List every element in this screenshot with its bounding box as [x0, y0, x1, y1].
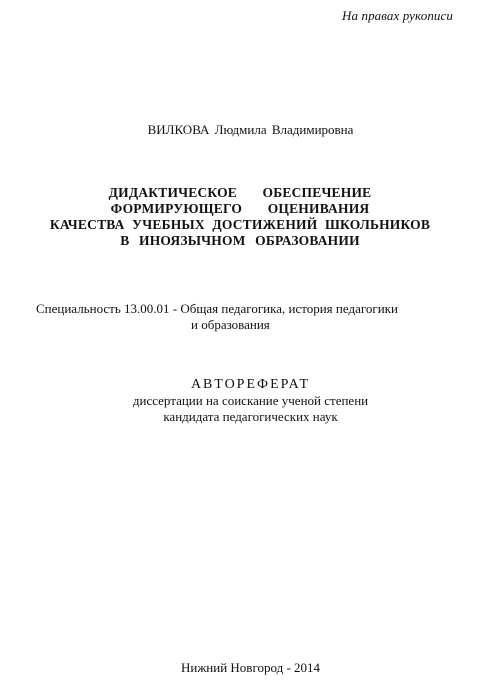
author-name: ВИЛКОВА Людмила Владимировна	[147, 122, 354, 137]
place-and-year: Нижний Новгород - 2014	[180, 660, 321, 675]
title-line-4: В ИНОЯЗЫЧНОМ ОБРАЗОВАНИИ	[120, 233, 360, 248]
title-line-1: ДИДАКТИЧЕСКОЕ ОБЕСПЕЧЕНИЕ	[108, 185, 372, 200]
title-line-3: КАЧЕСТВА УЧЕБНЫХ ДОСТИЖЕНИЙ ШКОЛЬНИКОВ	[49, 217, 431, 232]
specialty-line-2: и образования	[191, 317, 270, 332]
dissertation-title	[30, 185, 450, 249]
abstract-block	[0, 376, 501, 425]
specialty-line-1: Специальность 13.00.01 - Общая педагогика, история педагогики	[36, 301, 398, 316]
abstract-heading: АВТОРЕФЕРАТ	[190, 377, 311, 392]
specialty-block	[36, 301, 456, 333]
abstract-desc-line-1: диссертации на соискание ученой степени	[132, 393, 369, 408]
abstract-desc-line-2: кандидата педагогических наук	[163, 409, 338, 424]
title-line-2: ФОРМИРУЮЩЕГО ОЦЕНИВАНИЯ	[110, 201, 370, 216]
rights-note: На правах рукописи	[342, 8, 453, 23]
